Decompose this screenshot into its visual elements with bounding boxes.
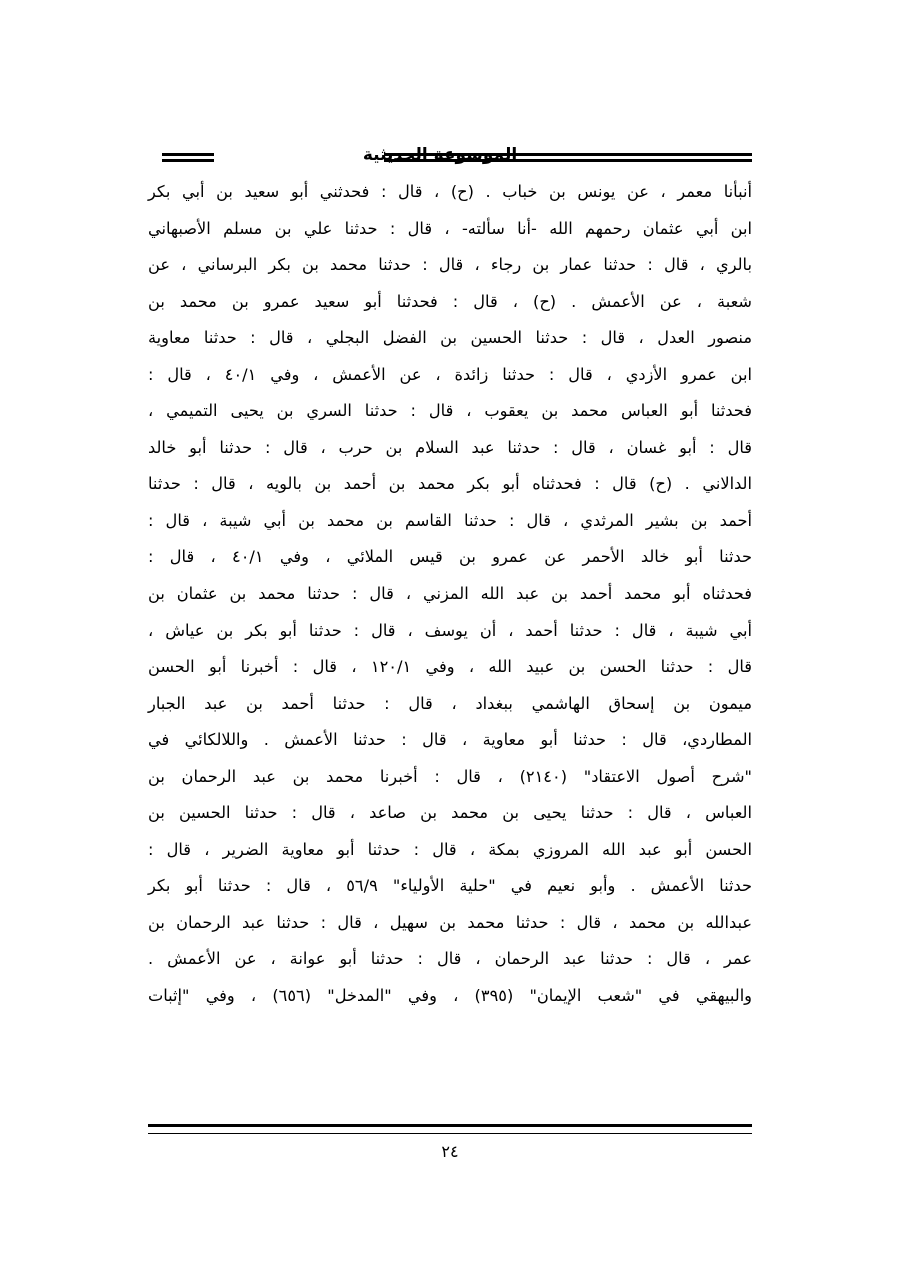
text-line: شعبة ، عن الأعمش . (ح) ، قال : فحدثنا أبو سعيد عمرو بن محمد بن xyxy=(148,291,752,311)
text-line: "شرح أصول الاعتقاد" (٢١٤٠) ، قال : أخبرنا محمد بن عبد الرحمان بن xyxy=(148,766,752,786)
text-line: أحمد بن بشير المرثدي ، قال : حدثنا القاسم بن محمد بن أبي شيبة ، قال : xyxy=(148,510,752,530)
header-rule-short xyxy=(162,153,214,162)
text-line: أبي شيبة ، قال : حدثنا أحمد ، أن يوسف ، قال : حدثنا أبو بكر بن عياش ، xyxy=(148,620,752,640)
text-line: الدالاني . (ح) قال : فحدثناه أبو بكر محمد بن أحمد بن بالويه ، قال : حدثنا xyxy=(148,474,752,494)
text-line: ابن عمرو الأزدي ، قال : حدثنا زائدة ، عن الأعمش ، وفي ٤٠/١ ، قال : xyxy=(148,364,752,384)
running-header xyxy=(148,140,752,174)
footer-rule xyxy=(148,1124,752,1134)
text-line: فحدثناه أبو محمد أحمد بن عبد الله المزني ، قال : حدثنا محمد بن عثمان بن xyxy=(148,584,752,604)
text-line: منصور العدل ، قال : حدثنا الحسين بن الفضل البجلي ، قال : حدثنا معاوية xyxy=(148,328,752,348)
text-line: حدثنا الأعمش . وأبو نعيم في "حلية الأولياء" ٥٦/٩ ، قال : حدثنا أبو بكر xyxy=(148,876,752,896)
text-line: فحدثنا أبو العباس محمد بن يعقوب ، قال : حدثنا السري بن يحيى التميمي ، xyxy=(148,401,752,421)
header-rule-long xyxy=(384,153,752,162)
text-line: الحسن أبو عبد الله المروزي بمكة ، قال : حدثنا أبو معاوية الضرير ، قال : xyxy=(148,839,752,859)
text-line: ابن أبي عثمان رحمهم الله -أنا سألته- ، قال : حدثنا علي بن مسلم الأصبهاني xyxy=(148,218,752,238)
text-line: المطاردي، قال : حدثنا أبو معاوية ، قال : حدثنا الأعمش . واللالكائي في xyxy=(148,730,752,750)
body-text xyxy=(148,174,752,1015)
text-line: ميمون بن إسحاق الهاشمي ببغداد ، قال : حدثنا أحمد بن عبد الجبار xyxy=(148,693,752,713)
text-line: عمر ، قال : حدثنا عبد الرحمان ، قال : حدثنا أبو عوانة ، عن الأعمش . xyxy=(148,949,752,969)
text-line: حدثنا أبو خالد الأحمر عن عمرو بن قيس الملائي ، وفي ٤٠/١ ، قال : xyxy=(148,547,752,567)
text-line: قال : أبو غسان ، قال : حدثنا عبد السلام بن حرب ، قال : حدثنا أبو خالد xyxy=(148,437,752,457)
text-line: قال : حدثنا الحسن بن عبيد الله ، وفي ١٢٠/١ ، قال : أخبرنا أبو الحسن xyxy=(148,657,753,677)
header-title: الموسوعة الحديثية xyxy=(362,145,518,165)
text-line: أنبأنا معمر ، عن يونس بن خباب . (ح) ، قال : فحدثني أبو سعيد بن أبي بكر xyxy=(148,182,752,201)
text-line: العباس ، قال : حدثنا يحيى بن محمد بن صاعد ، قال : حدثنا الحسين بن xyxy=(148,803,752,823)
text-line: بالري ، قال : حدثنا عمار بن رجاء ، قال : حدثنا محمد بن بكر البرساني ، عن xyxy=(148,255,752,275)
page-number: ٢٤ xyxy=(441,1142,459,1161)
text-line: عبدالله بن محمد ، قال : حدثنا محمد بن سهيل ، قال : حدثنا عبد الرحمان بن xyxy=(148,912,752,932)
text-line: والبيهقي في "شعب الإيمان" (٣٩٥) ، وفي "المدخل" (٦٥٦) ، وفي "إثبات xyxy=(148,986,753,1006)
